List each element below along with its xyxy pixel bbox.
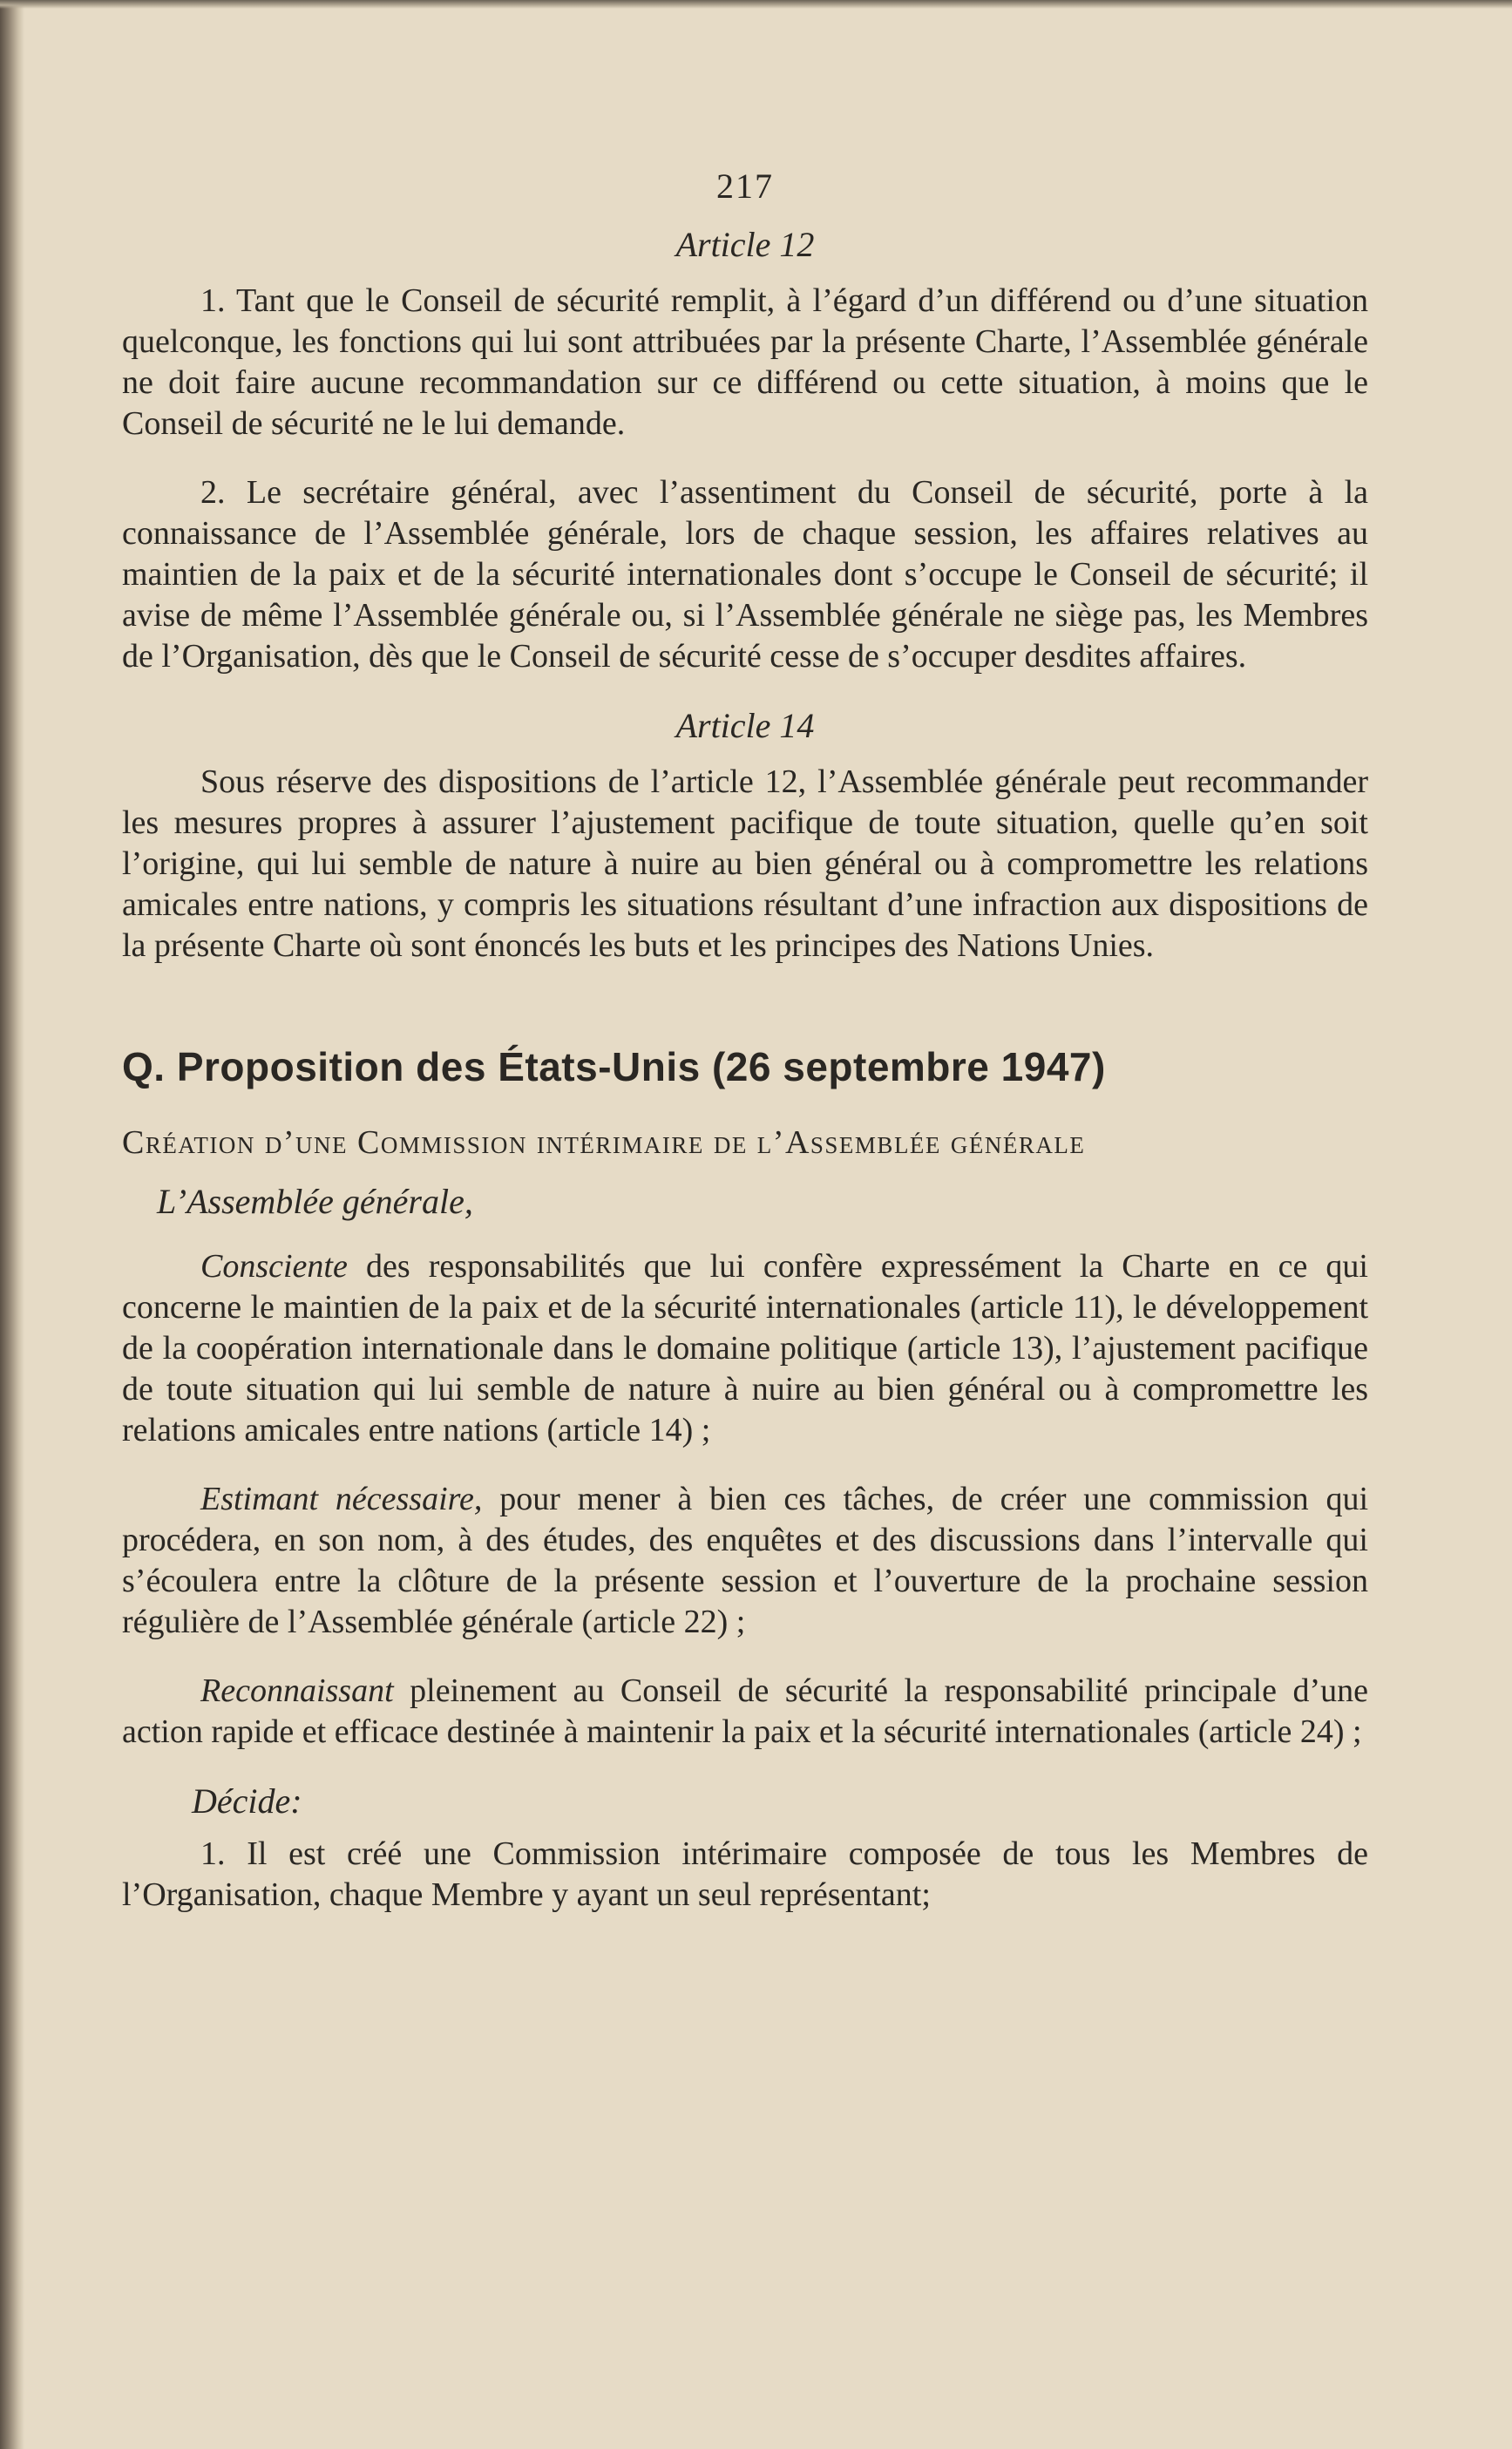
resolution-paragraph-consciente xyxy=(122,1246,1368,1451)
section-q-subtitle: Création d’une Commission intérimaire de l’Assemblée générale xyxy=(122,1124,1086,1161)
resolution-paragraph-reconnaissant xyxy=(122,1671,1368,1753)
page-top-edge xyxy=(0,0,1512,9)
paragraph-lead-consciente: Consciente xyxy=(200,1248,348,1285)
article-12-heading: Article 12 xyxy=(675,225,815,264)
resolution-intro: L’Assemblée générale, xyxy=(157,1182,473,1221)
article-14-paragraph-1: Sous réserve des dispositions de l’article 12, l’Assemblée générale peut recommander les mesures propres à assurer l’ajustement pacifique de toute situation, quelle qu’en soit l’origine, qui lui semble de nature à nuire au bien général ou à compromettre les relations amicales entre nations, y compris les situations résultant d’une infraction aux dispositions de la présente Charte où sont énoncés les buts et les principes des Nations Unies. xyxy=(122,763,1368,964)
paragraph-text-reconnaissant: pleinement au Conseil de sécurité la responsabilité principale d’une action rapide et efficace destinée à maintenir la paix et la sécurité internationales (article 24) ; xyxy=(122,1672,1368,1750)
document-page xyxy=(122,166,1368,1944)
article-12-paragraph-2: 2. Le secrétaire général, avec l’assentiment du Conseil de sécurité, porte à la connaissance de l’Assemblée générale, lors de chaque session, les affaires relatives au maintien de la paix et de la sécurité internationales dont s’occupe le Conseil de sécurité; il avise de même l’Assemblée générale ou, si l’Assemblée générale ne siège pas, les Membres de l’Organisation, dès que le Conseil de sécurité cesse de s’occuper desdites affaires. xyxy=(122,474,1368,675)
paragraph-text-consciente: des responsabilités que lui confère expressément la Charte en ce qui concerne le maintien de la paix et de la sécurité internationales (article 11), le développement de la coopération internationale dans le domaine politique (article 13), l’ajustement pacifique de toute situation qui lui semble de nature à nuire au bien général ou à compromettre les relations amicales entre nations (article 14) ; xyxy=(122,1248,1368,1448)
resolution-paragraph-estimant xyxy=(122,1479,1368,1643)
paragraph-text-estimant: pour mener à bien ces tâches, de créer une commission qui procédera, en son nom, à des études, des enquêtes et des discussions dans l’intervalle qui s’écoulera entre la clôture de la présente session et l’ouverture de la prochaine session régulière de l’Assemblée générale (article 22) ; xyxy=(122,1481,1368,1640)
page-binding-edge xyxy=(0,0,24,2449)
resolution-item-1: 1. Il est créé une Commission intérimaire composée de tous les Membres de l’Organisation, chaque Membre y ayant un seul représentant; xyxy=(122,1835,1368,1913)
section-q-title: Q. Proposition des États-Unis (26 septembre 1947) xyxy=(122,1044,1106,1089)
resolution-decide: Décide: xyxy=(192,1781,302,1821)
article-12-paragraph-1: 1. Tant que le Conseil de sécurité remplit, à l’égard d’un différend ou d’une situation quelconque, les fonctions qui lui sont attribuées par la présente Charte, l’Assemblée générale ne doit faire aucune recommandation sur ce différend ou cette situation, à moins que le Conseil de sécurité ne le lui demande. xyxy=(122,282,1368,442)
paragraph-lead-estimant: Estimant nécessaire, xyxy=(200,1481,483,1517)
paragraph-lead-reconnaissant: Reconnaissant xyxy=(200,1672,394,1709)
page-number: 217 xyxy=(716,166,774,206)
article-14-heading: Article 14 xyxy=(675,706,815,745)
